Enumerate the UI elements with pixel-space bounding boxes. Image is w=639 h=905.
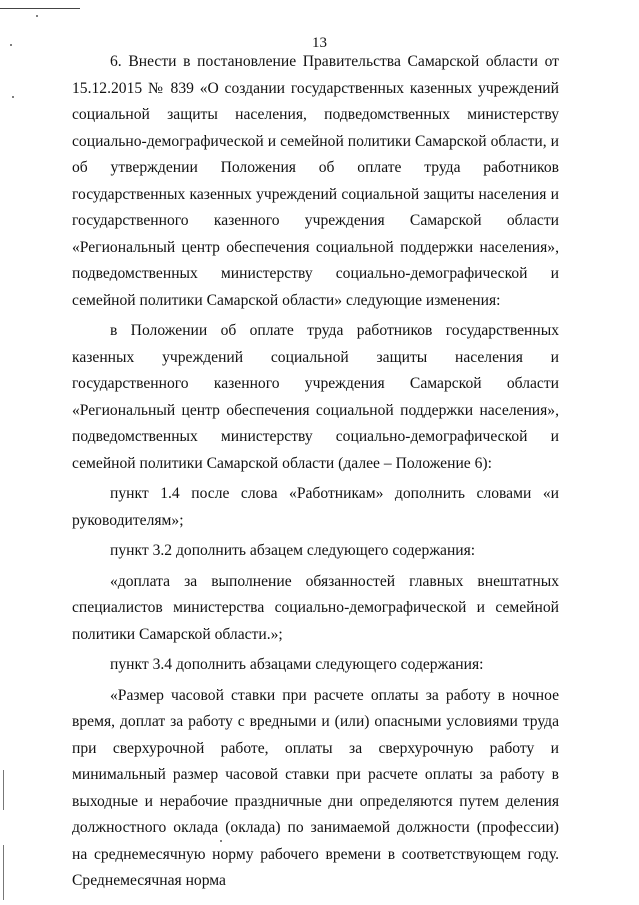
paragraph-quote-hourly-rate: «Размер часовой ставки при расчете оплаты за работу в ночное время, доплат за работу с вредными и (или) опасными условиями труда при сверхурочной работе, оплаты за сверхурочную работу и минимальный размер часовой ставки при расчете оплаты за работу в выходные и нерабочие праздничные дни определяются путем деления должностного оклада (оклада) по занимаемой должности (профессии) на среднемесячную норму рабочего времени в соответствующем году. Среднемесячная норма [72, 686, 559, 889]
paragraph-amendment-intro: 6. Внести в постановление Правительства Самарской области от 15.12.2015 № 839 «О создании государственных казенных учреждений социальной защиты населения, подведомственных министерству социально-демографической и семейной политики Самарской области, и об утверждении Положения об оплате труда работников государственных казенных учреждений социальной защиты населения и государственного казенного учреждения Самарской области «Региональный центр обеспечения социальной поддержки населения», подведомственных министерству социально-демографической и семейной политики Самарской области» следующие изменения: [72, 53, 559, 309]
paragraph-regulation-6: в Положении об оплате труда работников государственных казенных учреждений социальной защиты населения и государственного казенного учреждения Самарской области «Региональный центр обеспечения социальной поддержки населения», подведомственных министерству социально-демографической и семейной политики Самарской области (далее – Положение 6): [72, 322, 559, 472]
document-body [72, 49, 559, 895]
page-number: 13 [312, 35, 327, 51]
paragraph-clause-3-2: пункт 3.2 дополнить абзацем следующего содержания: [110, 542, 476, 559]
paragraph-clause-3-4: пункт 3.4 дополнить абзацами следующего содержания: [110, 656, 484, 673]
paragraph-clause-1-4: пункт 1.4 после слова «Работникам» дополнить словами «и руководителям»; [72, 485, 559, 529]
scan-edge-line [0, 8, 80, 9]
paragraph-quote-surcharge: «доплата за выполнение обязанностей главных внештатных специалистов министерства социально-демографической и семейной политики Самарской области.»; [72, 572, 559, 643]
scan-margin-mark [3, 770, 4, 810]
scan-margin-mark [3, 845, 4, 900]
scan-speck [36, 15, 38, 17]
scan-speck [12, 96, 14, 98]
